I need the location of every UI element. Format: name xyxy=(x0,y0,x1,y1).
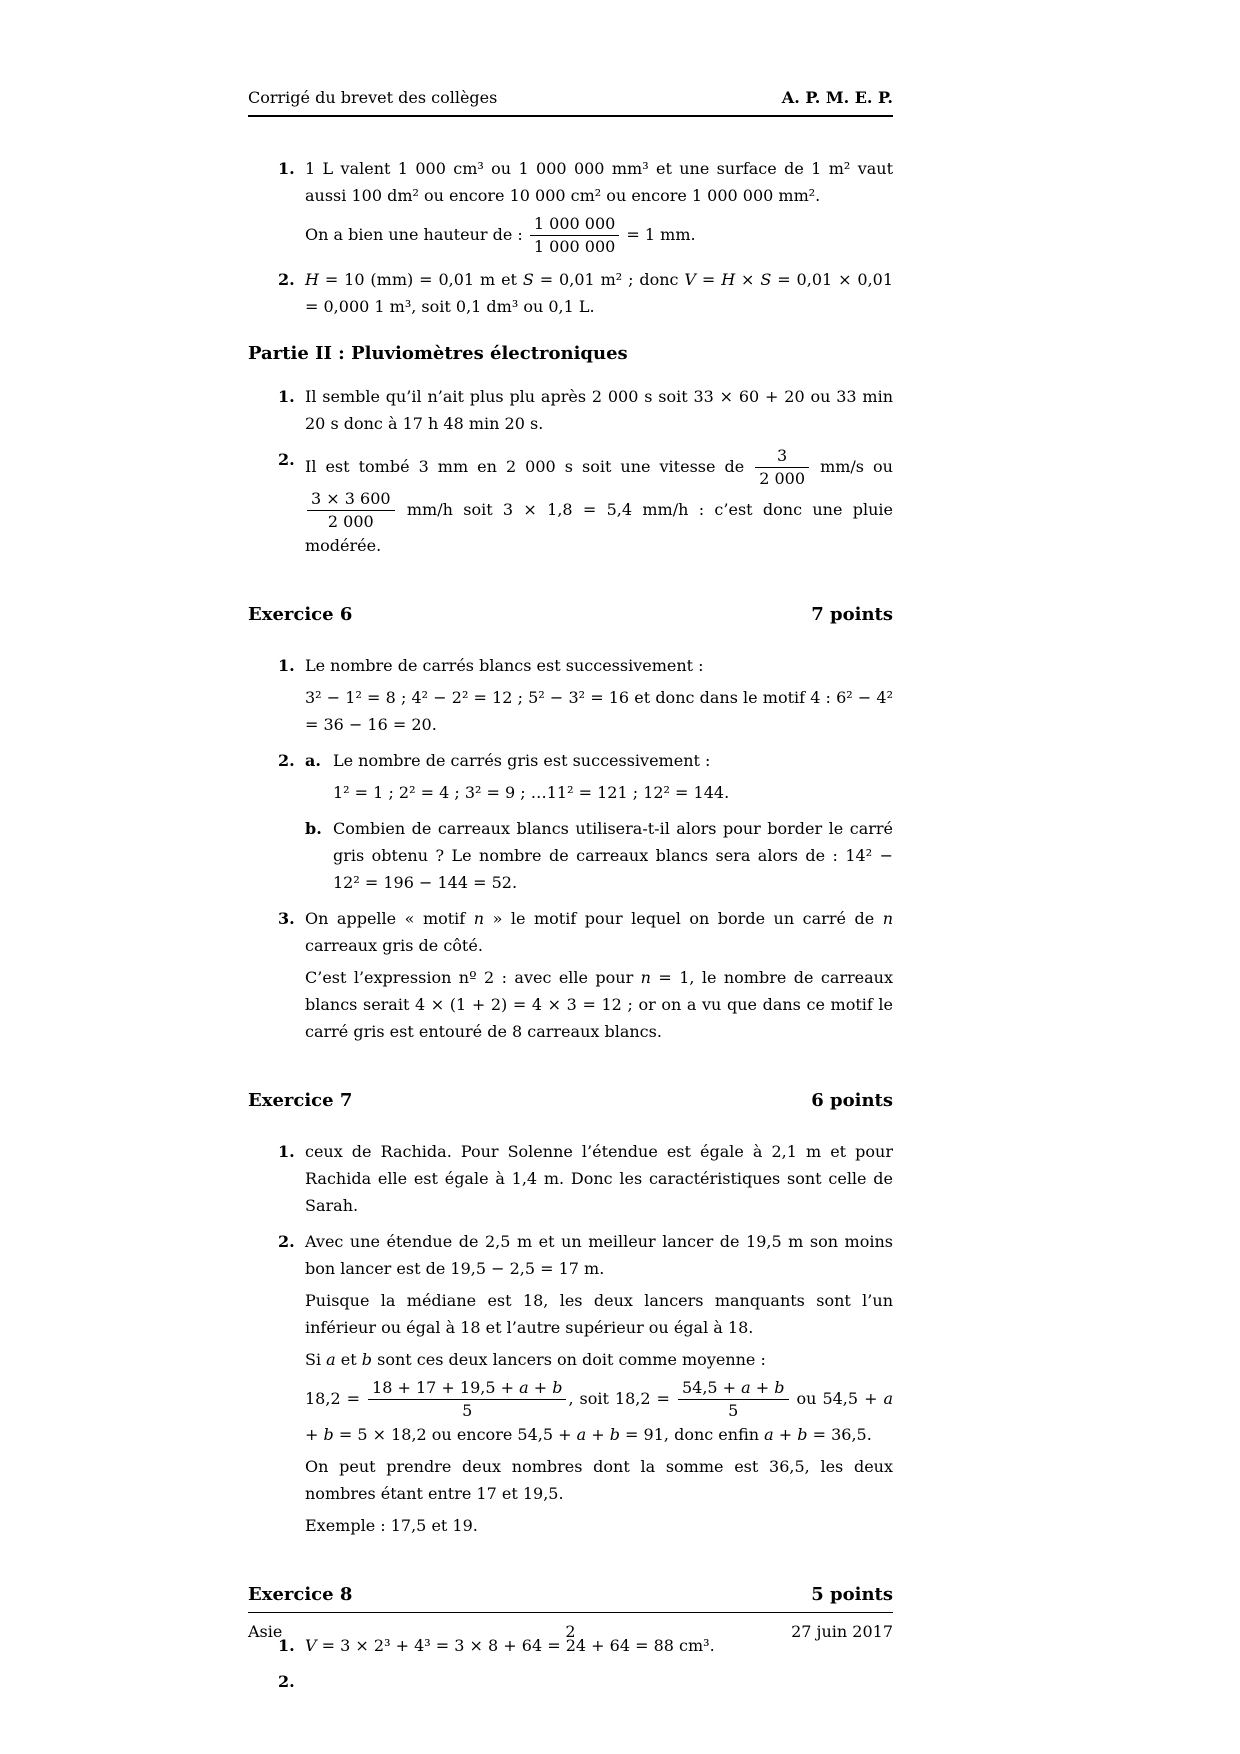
text-run: b xyxy=(361,1350,373,1369)
paragraph xyxy=(305,1346,893,1373)
list-item xyxy=(248,155,893,257)
text-run: sont ces deux lancers on doit comme moyenne : xyxy=(372,1350,766,1369)
exercise-title: Exercice 6 xyxy=(248,604,353,625)
fraction-numerator: 3 xyxy=(755,446,809,468)
paragraph xyxy=(305,652,893,679)
item-marker: 1. xyxy=(278,159,295,178)
item-marker: 3. xyxy=(278,909,295,928)
formula-paragraph xyxy=(305,1378,893,1448)
paragraph xyxy=(305,1512,893,1539)
header-title: Corrigé du brevet des collèges xyxy=(248,88,498,107)
text-run: » le motif pour lequel on borde un carré de xyxy=(484,909,883,928)
text-run: = xyxy=(695,270,722,289)
text-run: n xyxy=(882,909,893,928)
exercise-heading-row xyxy=(248,601,893,628)
list-item xyxy=(248,652,893,738)
paragraph xyxy=(333,747,893,774)
paragraph xyxy=(305,266,893,320)
sub-item xyxy=(305,747,893,806)
list-item xyxy=(248,1668,893,1695)
paragraph xyxy=(305,1138,893,1219)
item-marker: 1. xyxy=(278,387,295,406)
item-marker: 2. xyxy=(278,1672,295,1691)
item-marker: 2. xyxy=(278,270,295,289)
text-run: On peut prendre deux nombres dont la somme est 36,5, les deux nombres étant entre 17 et 19,5. xyxy=(305,1457,893,1503)
item-marker: 2. xyxy=(278,751,295,770)
exercise-points: 7 points xyxy=(811,604,893,625)
fraction-denominator: 2 000 xyxy=(327,512,374,531)
item-marker: a. xyxy=(305,751,321,770)
exercise-heading-row xyxy=(248,1581,893,1608)
section-heading: Partie II : Pluviomètres électroniques xyxy=(248,343,628,364)
text-run: = 36,5. xyxy=(807,1425,872,1444)
text-run: b xyxy=(323,1425,334,1444)
item-marker: 1. xyxy=(278,1142,295,1161)
text-run: S xyxy=(760,270,772,289)
text-run: 18,2 = xyxy=(305,1389,367,1408)
exercise-heading-row xyxy=(248,1087,893,1114)
text-run: Il semble qu’il n’ait plus plu après 2 000 s soit 33 × 60 + 20 ou 33 min 20 s donc à 17 h 48 min 20 s. xyxy=(305,387,893,433)
text-run: b xyxy=(774,1378,785,1397)
content-column xyxy=(248,0,893,1704)
fraction-denominator: 2 000 xyxy=(759,469,806,488)
text-run: b xyxy=(797,1425,808,1444)
text-run: Le nombre de carrés gris est successivement : xyxy=(333,751,711,770)
text-run: 18 + 17 + 19,5 + xyxy=(372,1378,520,1397)
text-run: + xyxy=(773,1425,798,1444)
text-run: = 1 mm. xyxy=(621,225,696,244)
text-run: 1² = 1 ; 2² = 4 ; 3² = 9 ; …11² = 121 ; 12² = 144. xyxy=(333,783,730,802)
text-run: On a bien une hauteur de : xyxy=(305,225,528,244)
paragraph xyxy=(305,214,893,257)
text-run: = 0,01 m² ; donc xyxy=(533,270,685,289)
text-run: + xyxy=(586,1425,610,1444)
text-run: = 3 × 2³ + 4³ = 3 × 8 + 64 = 24 + 64 = 88 cm³. xyxy=(316,1636,715,1655)
header xyxy=(248,0,893,117)
paragraph xyxy=(305,446,893,559)
text-run: H xyxy=(305,270,319,289)
text-run: carreaux gris de côté. xyxy=(305,936,483,955)
paragraph xyxy=(305,155,893,209)
item-marker: b. xyxy=(305,819,322,838)
fraction-numerator xyxy=(368,1378,566,1400)
text-run: On appelle « motif xyxy=(305,909,474,928)
footer xyxy=(248,1612,893,1641)
paragraph xyxy=(305,964,893,1045)
text-run: 1 L valent 1 000 cm³ ou 1 000 000 mm³ et une surface de 1 m² vaut aussi 100 dm² ou encore 10 000 cm² ou encore 1 000 000 mm². xyxy=(305,159,893,205)
text-run: Avec une étendue de 2,5 m et un meilleur lancer de 19,5 m son moins bon lancer est de 19,5 − 2,5 = 17 m. xyxy=(305,1232,893,1278)
paragraph xyxy=(333,779,893,806)
text-run: ou 54,5 + xyxy=(790,1389,884,1408)
text-run: = 10 (mm) = 0,01 m et xyxy=(318,270,523,289)
paragraph xyxy=(305,684,893,738)
text-run: 54,5 + xyxy=(681,1378,742,1397)
fraction-numerator: 1 000 000 xyxy=(530,214,619,236)
footer-place: Asie xyxy=(248,1622,283,1641)
text-run: = 0,01 × 0,01 = 0,000 1 m³, soit 0,1 dm³ ou 0,1 L. xyxy=(305,270,894,316)
fraction-denominator: 5 xyxy=(728,1401,739,1420)
fraction xyxy=(305,489,397,532)
text-run: Combien de carreaux blancs utilisera-t-il alors pour border le carré gris obtenu ? Le nombre de carreaux blancs sera alors de : 14² − 12² = 196 − 144 = 52. xyxy=(333,819,893,892)
text-run: = 5 × 18,2 ou encore 54,5 + xyxy=(333,1425,577,1444)
text-run: = 91, donc enfin xyxy=(619,1425,765,1444)
text-run: + xyxy=(305,1425,324,1444)
list-item xyxy=(248,383,893,437)
text-run: b xyxy=(552,1378,563,1397)
text-run: ceux de Rachida. Pour Solenne l’étendue est égale à 2,1 m et pour Rachida elle est égale à 1,4 m. Donc les caractéristiques sont celle de Sarah. xyxy=(305,1142,893,1215)
header-brand: A. P. M. E. P. xyxy=(781,88,893,107)
text-run: Il est tombé 3 mm en 2 000 s soit une vitesse de xyxy=(305,457,754,476)
list-item xyxy=(248,905,893,1045)
text-run: a xyxy=(741,1378,751,1397)
text-run: Si xyxy=(305,1350,327,1369)
text-run: a xyxy=(326,1350,336,1369)
exercise-points: 6 points xyxy=(811,1090,893,1111)
sub-item xyxy=(305,815,893,896)
text-run: × xyxy=(735,270,761,289)
footer-date: 27 juin 2017 xyxy=(791,1622,893,1641)
text-run: , soit 18,2 = xyxy=(568,1389,676,1408)
paragraph xyxy=(333,815,893,896)
item-marker: 1. xyxy=(278,656,295,675)
text-run: Puisque la médiane est 18, les deux lancers manquants sont l’un inférieur ou égal à 18 et l’autre supérieur ou égal à 18. xyxy=(305,1291,893,1337)
exercise-title: Exercice 7 xyxy=(248,1090,353,1111)
item-marker: 2. xyxy=(278,450,295,469)
fraction-numerator xyxy=(678,1378,789,1400)
exercise-title: Exercice 8 xyxy=(248,1584,353,1605)
item-marker: 1. xyxy=(278,1636,295,1655)
list-item xyxy=(248,266,893,320)
text-run: a xyxy=(576,1425,587,1444)
text-run: a xyxy=(883,1389,894,1408)
fraction xyxy=(528,214,621,257)
fraction xyxy=(676,1378,791,1421)
text-run: mm/h soit 3 × 1,8 = 5,4 mm/h : c’est donc une pluie modérée. xyxy=(305,500,893,555)
text-run: a xyxy=(764,1425,774,1444)
text-run: = 1, le nombre de carreaux blancs serait 4 × (1 + 2) = 4 × 3 = 12 ; or on a vu que dans ce motif le carré gris est entouré de 8 carreaux blancs. xyxy=(305,968,893,1041)
fraction-denominator: 5 xyxy=(462,1401,473,1420)
text-run: n xyxy=(640,968,651,987)
text-run: b xyxy=(609,1425,620,1444)
text-run: + xyxy=(528,1378,553,1397)
fraction xyxy=(366,1378,568,1421)
item-marker: 2. xyxy=(278,1232,295,1251)
text-run: mm/s ou xyxy=(811,457,893,476)
paragraph xyxy=(305,905,893,959)
text-run: a xyxy=(519,1378,529,1397)
list-item xyxy=(248,1138,893,1219)
text-run: Exemple : 17,5 et 19. xyxy=(305,1516,478,1535)
text-run: H xyxy=(721,270,736,289)
text-run: V xyxy=(684,270,696,289)
list-item xyxy=(248,1228,893,1539)
fraction-denominator: 1 000 000 xyxy=(533,237,616,256)
fraction xyxy=(753,446,811,489)
footer-page-number: 2 xyxy=(565,1622,576,1641)
text-run: S xyxy=(522,270,534,289)
paragraph xyxy=(305,1228,893,1282)
paragraph xyxy=(305,1453,893,1507)
list-item xyxy=(248,747,893,896)
text-run: 3² − 1² = 8 ; 4² − 2² = 12 ; 5² − 3² = 16 et donc dans le motif 4 : 6² − 4² = 36 − 16 = 20. xyxy=(305,688,893,734)
text-run: C’est l’expression nº 2 : avec elle pour xyxy=(305,968,641,987)
text-run: n xyxy=(473,909,485,928)
text-run: Le nombre de carrés blancs est successivement : xyxy=(305,656,704,675)
exercise-points: 5 points xyxy=(811,1584,893,1605)
fraction-numerator: 3 × 3 600 xyxy=(307,489,395,511)
text-run: V xyxy=(305,1636,317,1655)
text-run: et xyxy=(335,1350,362,1369)
list-item xyxy=(248,446,893,559)
paragraph xyxy=(305,1287,893,1341)
text-run: + xyxy=(750,1378,775,1397)
paragraph xyxy=(305,383,893,437)
